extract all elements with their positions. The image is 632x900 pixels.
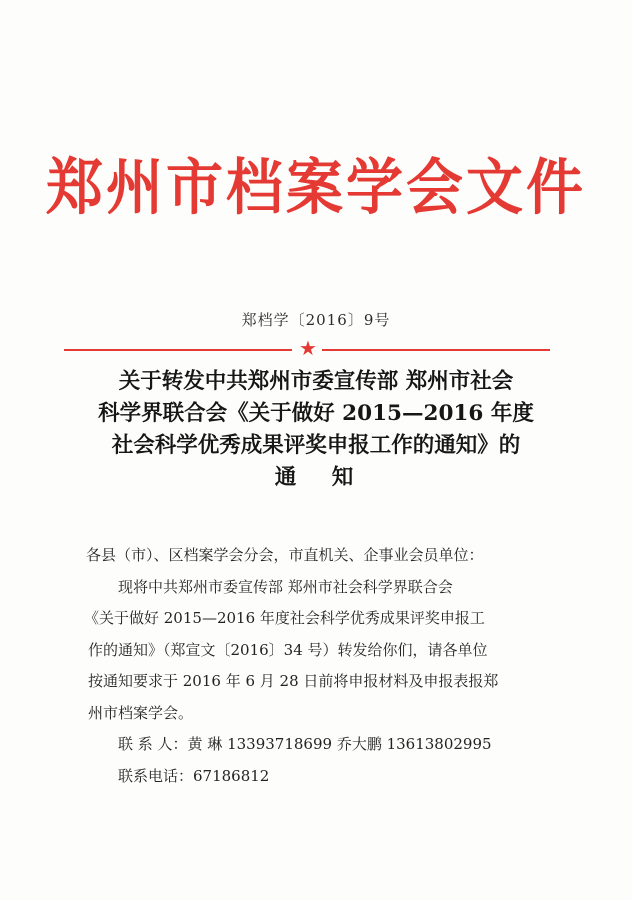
notice-body: [84, 540, 558, 792]
divider-line-left: [64, 349, 292, 351]
body-paragraph-line: 现将中共郑州市委宣传部 郑州市社会科学界联合会: [118, 577, 453, 596]
body-paragraph-line: 按通知要求于 2016 年 6 月 28 日前将申报材料及申报表报郑: [88, 672, 499, 690]
title-line: 社会科学优秀成果评奖申报工作的通知》的: [111, 433, 521, 458]
star-icon: ★: [299, 336, 317, 360]
title-line: 科学界联合会《关于做好 2015—2016 年度: [98, 401, 534, 426]
body-paragraph-line: 作的通知》（郑宣文〔2016〕34 号）转发给你们，请各单位: [88, 640, 488, 659]
body-paragraph-line: 《关于做好 2015—2016 年度社会科学优秀成果评奖申报工: [84, 609, 485, 627]
contact-line: 联 系 人：黄 琳 13393718699 乔大鹏 13613802995: [118, 735, 492, 753]
title-line: 通 知: [274, 465, 368, 490]
body-paragraph-line: 州市档案学会。: [88, 703, 194, 722]
title-line: 关于转发中共郑州市委宣传部 郑州市社会: [118, 369, 514, 394]
document-number: 郑档学〔2016〕9号: [241, 311, 391, 329]
document-header-title: 郑州市档案学会文件: [46, 153, 586, 223]
notice-title: [70, 366, 562, 494]
divider-line-right: [322, 349, 550, 351]
red-divider: [64, 336, 550, 360]
phone-line: 联系电话：67186812: [118, 766, 270, 785]
salutation: 各县（市）、区档案学会分会，市直机关、企事业会员单位：: [86, 546, 484, 564]
